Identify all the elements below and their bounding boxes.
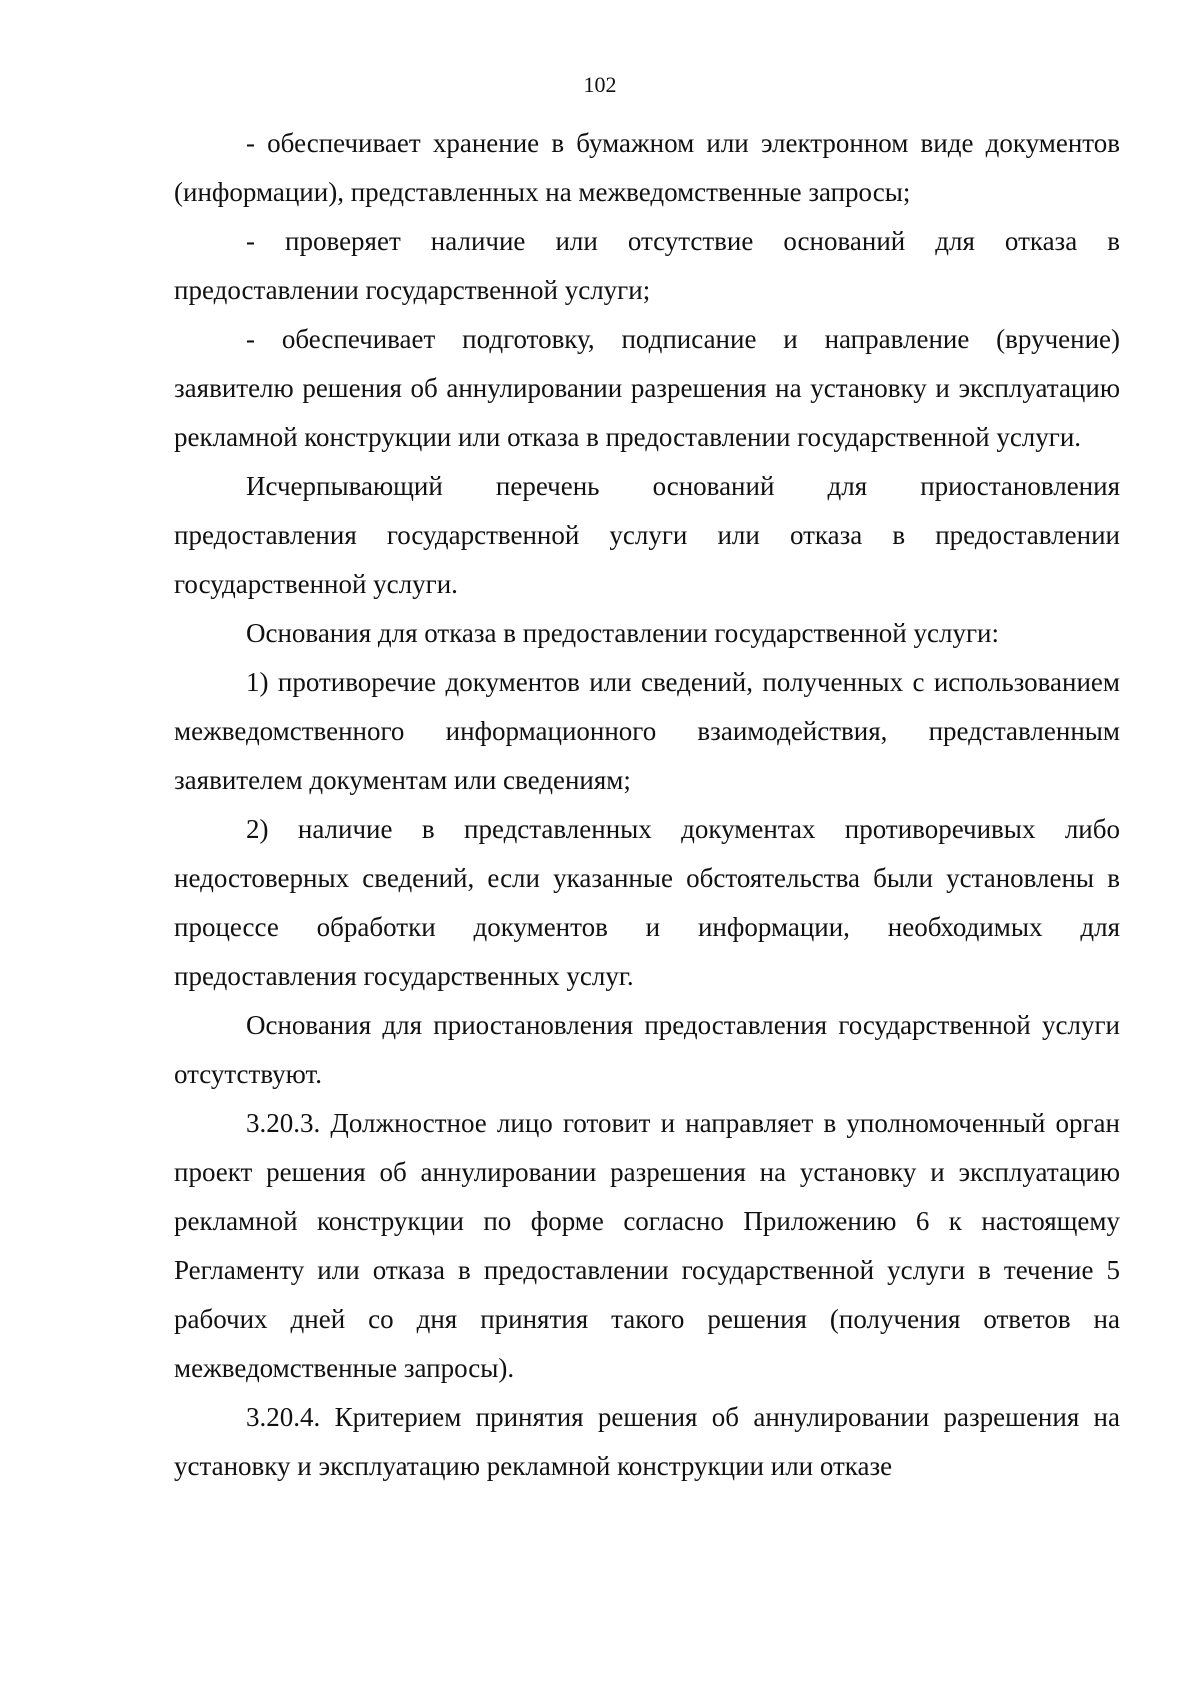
paragraph-section-3-20-4: 3.20.4. Критерием принятия решения об аннулировании разрешения на установку и эксплуатацию рекламной конструкции или отказе	[174, 1402, 1120, 1481]
paragraph-section-3-20-3: 3.20.3. Должностное лицо готовит и направляет в уполномоченный орган проект решения об аннулировании разрешения на установку и эксплуатацию рекламной конструкции по форме согласно Приложению 6 к настоящему Регламенту или отказа в предоставлении государственной услуги в течение 5 рабочих дней со дня принятия такого решения (получения ответов на межведомственные запросы).	[174, 1108, 1120, 1383]
paragraph-no-suspension: Основания для приостановления предоставления государственной услуги отсутствуют.	[174, 1010, 1120, 1089]
paragraph-storage-duty: - обеспечивает хранение в бумажном или электронном виде документов (информации), представленных на межведомственные запросы;	[174, 128, 1120, 207]
paragraph-check-grounds: - проверяет наличие или отсутствие оснований для отказа в предоставлении государственной услуги;	[174, 226, 1120, 305]
paragraph-refusal-grounds-heading: Основания для отказа в предоставлении государственной услуги:	[246, 618, 999, 648]
paragraph-refusal-ground-2: 2) наличие в представленных документах противоречивых либо недостоверных сведений, если указанные обстоятельства были установлены в процессе обработки документов и информации, необходимых для предоставления государственных услуг.	[174, 814, 1120, 991]
paragraph-decision-delivery: - обеспечивает подготовку, подписание и направление (вручение) заявителю решения об аннулировании разрешения на установку и эксплуатацию рекламной конструкции или отказа в предоставлении государственной услуги.	[174, 324, 1120, 452]
document-body	[174, 119, 1120, 1491]
paragraph-grounds-list-heading: Исчерпывающий перечень оснований для приостановления предоставления государственной услуги или отказа в предоставлении государственной услуги.	[174, 471, 1120, 599]
paragraph-refusal-ground-1: 1) противоречие документов или сведений, полученных с использованием межведомственного информационного взаимодействия, представленным заявителем документам или сведениям;	[174, 667, 1120, 795]
page-number: 102	[583, 72, 617, 97]
